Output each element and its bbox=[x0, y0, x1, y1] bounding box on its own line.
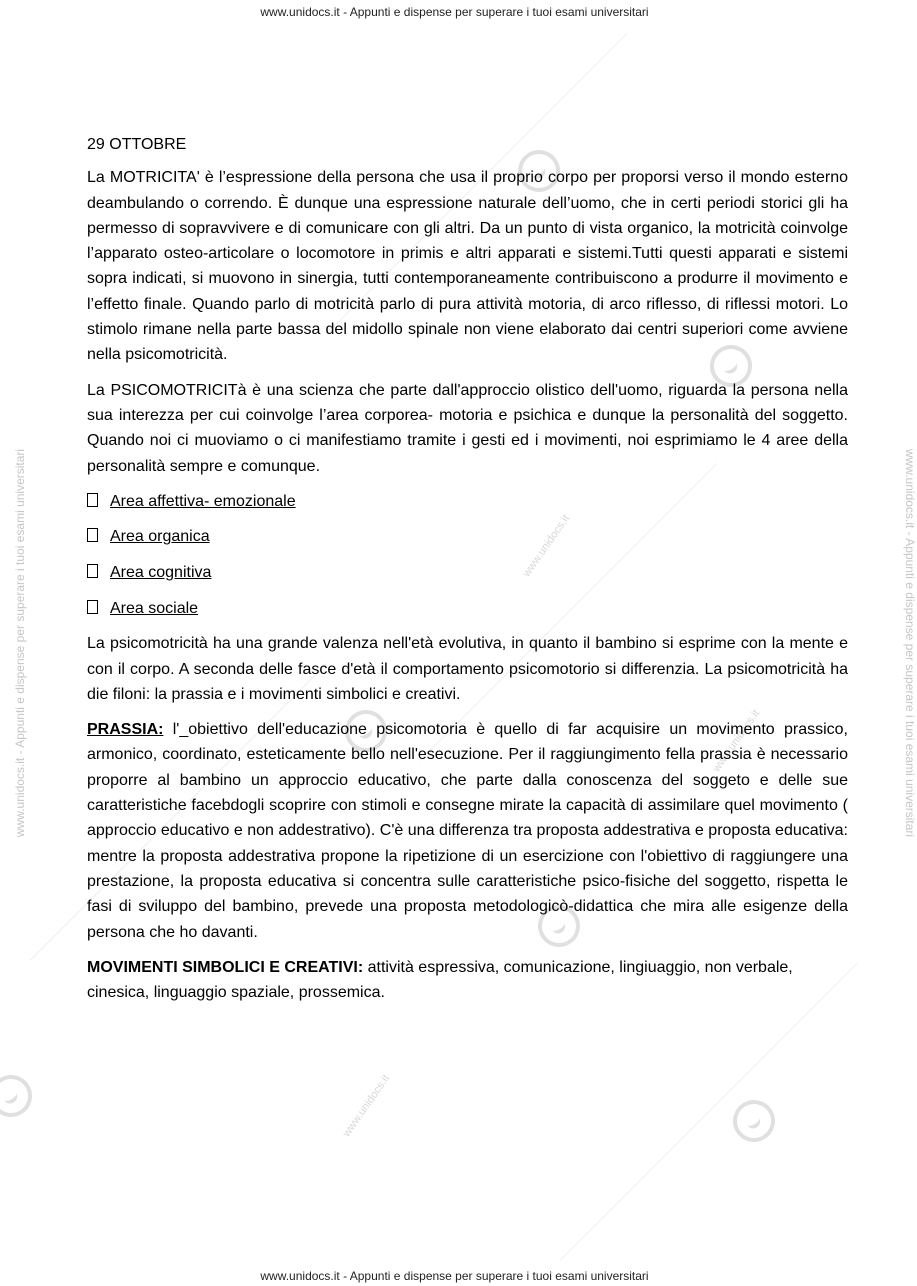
prassia-heading: PRASSIA: bbox=[87, 721, 164, 739]
page-header: www.unidocs.it - Appunti e dispense per superare i tuoi esami universitari bbox=[260, 5, 649, 19]
watermark-side-left: www.unidocs.it - Appunti e dispense per superare i tuoi esami universitari bbox=[13, 448, 27, 838]
paragraph-psicomotricita: La PSICOMOTRICITà è una scienza che parte dall'approccio olistico dell'uomo, riguarda la persona nella sua interezza per cui coinvolge l’area corporea- motoria e psichica e dunque la personalità del soggetto. Quando noi ci muoviamo o ci manifestiamo tramite i gesti ed i movimenti, noi esprimiamo le 4 aree della personalità sempre e comunque. bbox=[87, 381, 848, 475]
paragraph-valenza: La psicomotricità ha una grande valenza nell'età evolutiva, in quanto il bambino si esprime con la mente e con il corpo. A seconda delle fasce d'età il comportamento psicomotorio si differenzia. La psicomotricità ha die filoni: la prassia e i movimenti simbolici e creativi. bbox=[87, 635, 848, 703]
watermark-diag-text: www.unidocs.it bbox=[340, 1072, 393, 1140]
document-body bbox=[87, 132, 848, 1015]
paragraph-prassia bbox=[87, 717, 848, 945]
list-item-area: Area affettiva- emozionale bbox=[87, 489, 848, 514]
checkbox-icon bbox=[87, 528, 98, 542]
paragraph-movimenti bbox=[87, 955, 848, 1006]
checkbox-icon bbox=[87, 600, 98, 614]
movimenti-heading: MOVIMENTI SIMBOLICI E CREATIVI: bbox=[87, 958, 364, 976]
list-item-area: Area organica bbox=[87, 524, 848, 549]
watermark-diag-text: www.unidocs.it bbox=[710, 707, 763, 775]
list-item-area: Area cognitiva bbox=[87, 560, 848, 585]
paragraph-motricita: La MOTRICITA' è l’espressione della persona che usa il proprio corpo per proporsi verso il mondo esterno deambulando o correndo. È dunque una espressione naturale dell’uomo, che in certi periodi storici gli ha permesso di sopravvivere e di comunicare con gli altri. Da un punto di vista organico, la motricità coinvolge l’apparato osteo-articolare o locomotore in primis e altri apparati e sistemi.Tutti questi apparati e sistemi sopra indicati, si muovono in sinergia, tutti contemporaneamente contribuiscono a produrre il movimento e l’effetto finale. Quando parlo di motricità parlo di pura attività motoria, di arco riflesso, di riflessi motori. Lo stimolo rimane nella parte bassa del midollo spinale non viene elaborato dai centri superiori come avviene nella psicomotricità. bbox=[87, 169, 848, 364]
page-footer: www.unidocs.it - Appunti e dispense per superare i tuoi esami universitari bbox=[260, 1269, 649, 1283]
list-item-area: Area sociale bbox=[87, 596, 848, 621]
watermark-side-right: www.unidocs.it - Appunti e dispense per superare i tuoi esami universitari bbox=[903, 448, 917, 838]
movimenti-text: attività espressiva, comunicazione, lingiuaggio, non verbale, cinesica, linguaggio spaziale, prossemica. bbox=[87, 958, 793, 1002]
watermark-logo-icon bbox=[725, 1092, 782, 1149]
document-date: 29 OTTOBRE bbox=[87, 136, 187, 153]
checkbox-icon bbox=[87, 564, 98, 578]
watermark-diag-text: www.unidocs.it bbox=[520, 512, 573, 580]
watermark-logo-icon bbox=[0, 1067, 40, 1124]
checkbox-icon bbox=[87, 493, 98, 507]
prassia-text: l'_obiettivo dell'educazione psicomotoria è quello di far acquisire un movimento prassico, armonico, coordinato, esteticamente bello nell'esecuzione. Per il raggiungimento fella prassia è necessario proporre al bambino un approccio educativo, che parte dalla conoscenza del soggeto e delle sue caratteristiche facebdogli scoprire con stimoli e consegne mirate la capacità di assimilare quel movimento ( approccio educativo e non addestrativo). C'è una differenza tra proposta addestrativa e proposta educativa: mentre la proposta addestrativa propone la ripetizione di un esercizione con l'obiettivo di raggiungere una prestazione, la proposta educativa si concentra sulle caratteristiche psico-fisiche del soggetto, rispetta le fasi di sviluppo del bambino, prevede una proposta metodologicò-didattica che mira alle esigenze della persona che ho davanti. bbox=[87, 721, 848, 941]
